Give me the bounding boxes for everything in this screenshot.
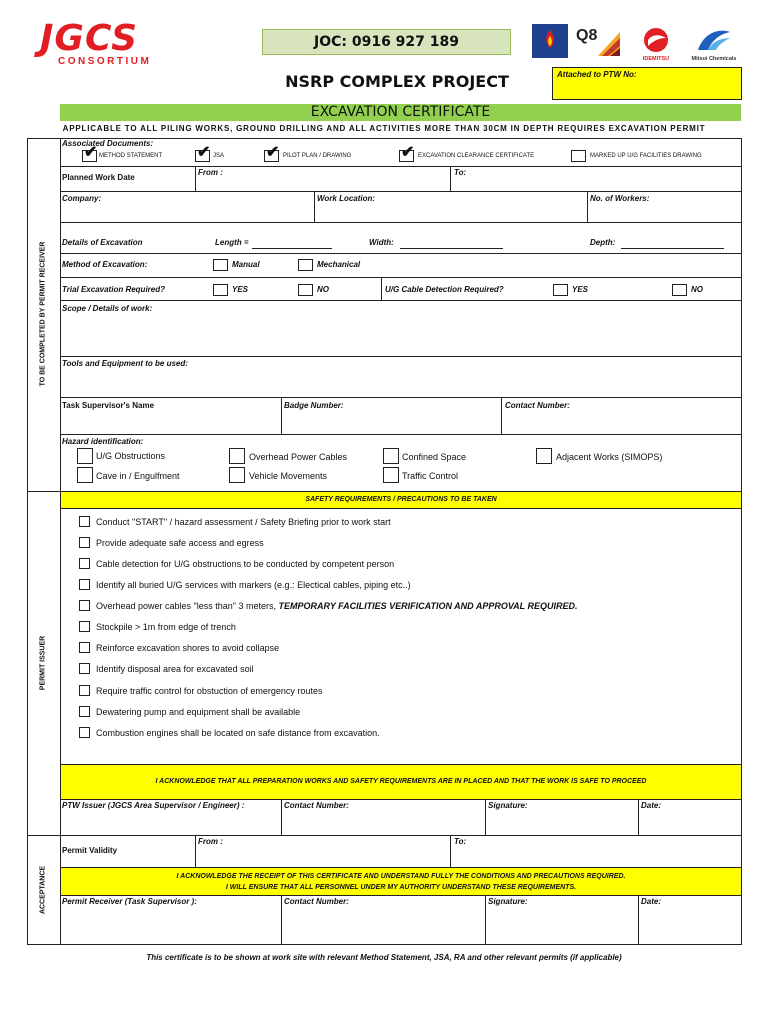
- planned-work-date-label: Planned Work Date: [62, 173, 135, 182]
- req-text-6: Stockpile > 1m from edge of trench: [96, 622, 236, 632]
- hazard-overhead-power-checkbox[interactable]: [229, 448, 245, 464]
- validity-to-field[interactable]: To:: [454, 837, 467, 846]
- length-label: Length =: [215, 238, 249, 247]
- row-line: [60, 253, 742, 254]
- col-line: [195, 835, 196, 867]
- side-label-issuer: PERMIT ISSUER: [39, 635, 47, 691]
- receiver-signature-field[interactable]: Signature:: [488, 897, 528, 906]
- method-mechanical-label: Mechanical: [317, 260, 361, 269]
- mitsui-text: Mitsui Chemicals: [691, 56, 737, 62]
- scope-field[interactable]: Scope / Details of work:: [62, 304, 153, 313]
- method-mechanical-checkbox[interactable]: [298, 259, 313, 271]
- row-line: [60, 277, 742, 278]
- logo-main-text: JGCS: [40, 18, 139, 59]
- jgcs-consortium-logo: [40, 18, 180, 68]
- applicable-note: APPLICABLE TO ALL PILING WORKS, GROUND DRILLING AND ALL ACTIVITIES MORE THAN 30CM IN DEPTH REQUIRES EXCAVATION PERMIT: [62, 124, 706, 133]
- trial-yes-label: YES: [232, 285, 249, 294]
- depth-label: Depth:: [590, 238, 616, 247]
- hazard-ug-obstructions-label: U/G Obstructions: [96, 451, 166, 461]
- certificate-title: EXCAVATION CERTIFICATE: [60, 104, 741, 121]
- checkmark-icon: ✔: [84, 144, 98, 161]
- receiver-ack-line-2: I WILL ENSURE THAT ALL PERSONNEL UNDER MY AUTHORITY UNDERSTAND THESE REQUIREMENTS.: [225, 884, 577, 891]
- req-text-11: Combustion engines shall be located on safe distance from excavation.: [96, 728, 380, 738]
- req-checkbox-10[interactable]: [79, 706, 90, 717]
- depth-input-line[interactable]: [621, 248, 724, 249]
- checkmark-icon: ✔: [266, 144, 280, 161]
- trial-no-label: NO: [317, 285, 329, 294]
- checkmark-icon: ✔: [401, 144, 415, 161]
- ug-yes-label: YES: [572, 285, 589, 294]
- row-line: [60, 222, 742, 223]
- row-line: [60, 835, 742, 836]
- logo-sub-text: CONSORTIUM: [58, 56, 152, 67]
- req-text-10: Dewatering pump and equipment shall be available: [96, 707, 301, 717]
- hazard-identification-label: Hazard identification:: [62, 437, 144, 446]
- supervisor-name-field[interactable]: Task Supervisor's Name: [62, 401, 155, 410]
- req-text-5: [96, 601, 578, 611]
- req-text-5-emphasis: TEMPORARY FACILITIES VERIFICATION AND APPROVAL REQUIRED.: [278, 601, 578, 611]
- row-line: [60, 166, 742, 167]
- doc-label-marked-up-drawing: MARKED UP U/G FACILITIES DRAWING: [590, 153, 702, 159]
- width-input-line[interactable]: [400, 248, 503, 249]
- req-text-8: Identify disposal area for excavated soil: [96, 664, 254, 674]
- ptw-issuer-label: PTW Issuer (JGCS Area Supervisor / Engineer) :: [62, 801, 245, 810]
- doc-label-pilot-plan: PILOT PLAN / DRAWING: [283, 153, 352, 159]
- doc-checkbox-jsa[interactable]: [195, 144, 211, 162]
- hazard-overhead-power-label: Overhead Power Cables: [249, 452, 348, 462]
- method-manual-label: Manual: [232, 260, 260, 269]
- contact-number-field[interactable]: Contact Number:: [505, 401, 570, 410]
- issuer-acknowledgement: I ACKNOWLEDGE THAT ALL PREPARATION WORKS AND SAFETY REQUIREMENTS ARE IN PLACED AND THAT THE WORK IS SAFE TO PROCEED: [60, 764, 742, 800]
- col-line: [485, 896, 486, 945]
- ug-no-label: NO: [691, 285, 703, 294]
- trial-excavation-label: Trial Excavation Required?: [62, 285, 165, 294]
- company-field[interactable]: Company:: [62, 194, 102, 203]
- req-text-3: Cable detection for U/G obstructions to be conducted by competent person: [96, 559, 395, 569]
- hazard-ug-obstructions-checkbox[interactable]: [77, 448, 93, 464]
- method-label: Method of Excavation:: [62, 260, 148, 269]
- receiver-acknowledgement: [60, 867, 742, 896]
- side-label-acceptance: ACCEPTANCE: [39, 865, 47, 915]
- trial-no-checkbox[interactable]: [298, 284, 313, 296]
- planned-from-field[interactable]: From :: [198, 168, 223, 177]
- doc-label-excavation-clearance: EXCAVATION CLEARANCE CERTIFICATE: [418, 153, 535, 159]
- req-checkbox-6[interactable]: [79, 621, 90, 632]
- col-line: [381, 277, 382, 300]
- col-line: [281, 397, 282, 434]
- receiver-contact-field[interactable]: Contact Number:: [284, 897, 349, 906]
- hazard-cave-in-label: Cave in / Engulfment: [96, 471, 180, 481]
- doc-checkbox-pilot-plan[interactable]: [264, 144, 280, 162]
- issuer-contact-field[interactable]: Contact Number:: [284, 801, 349, 810]
- doc-checkbox-excavation-clearance[interactable]: [399, 144, 415, 162]
- tools-field[interactable]: Tools and Equipment to be used:: [62, 359, 188, 368]
- ug-yes-checkbox[interactable]: [553, 284, 568, 296]
- req-text-1: Conduct "START" / hazard assessment / Safety Briefing prior to work start: [96, 517, 391, 527]
- hazard-confined-space-label: Confined Space: [402, 452, 467, 462]
- hazard-vehicle-movements-label: Vehicle Movements: [249, 471, 328, 481]
- req-checkbox-7[interactable]: [79, 642, 90, 653]
- length-input-line[interactable]: [252, 248, 332, 249]
- details-excavation-label: Details of Excavation: [62, 238, 143, 247]
- hazard-traffic-control-checkbox[interactable]: [383, 467, 399, 483]
- hazard-adjacent-works-label: Adjacent Works (SIMOPS): [556, 452, 663, 462]
- col-line: [195, 166, 196, 191]
- req-checkbox-2[interactable]: [79, 537, 90, 548]
- footer-note: This certificate is to be shown at work site with relevant Method Statement, JSA, RA and other relevant permits (if applicable): [146, 953, 622, 962]
- req-text-7: Reinforce excavation shores to avoid collapse: [96, 643, 280, 653]
- mitsui-wave-icon: [686, 24, 742, 60]
- req-text-2: Provide adequate safe access and egress: [96, 538, 264, 548]
- col-line: [281, 896, 282, 945]
- hazard-traffic-control-label: Traffic Control: [402, 471, 459, 481]
- receiver-ack-line-1: I ACKNOWLEDGE THE RECEIPT OF THIS CERTIFICATE AND UNDERSTAND FULLY THE CONDITIONS AND PRECAUTIONS REQUIRED.: [176, 873, 626, 880]
- doc-checkbox-marked-up-drawing[interactable]: [571, 150, 586, 162]
- req-checkbox-9[interactable]: [79, 685, 90, 696]
- side-divider-receiver: [27, 491, 61, 492]
- work-location-field[interactable]: Work Location:: [317, 194, 376, 203]
- width-label: Width:: [369, 238, 394, 247]
- req-checkbox-8[interactable]: [79, 663, 90, 674]
- doc-checkbox-method-statement[interactable]: [82, 144, 98, 162]
- badge-number-field[interactable]: Badge Number:: [284, 401, 344, 410]
- hazard-confined-space-checkbox[interactable]: [383, 448, 399, 464]
- permit-receiver-field[interactable]: Permit Receiver (Task Supervisor ):: [62, 897, 197, 906]
- req-checkbox-1[interactable]: [79, 516, 90, 527]
- req-checkbox-3[interactable]: [79, 558, 90, 569]
- col-line: [638, 800, 639, 835]
- side-divider-issuer: [27, 835, 61, 836]
- planned-to-field[interactable]: To:: [454, 168, 467, 177]
- col-line: [450, 835, 451, 867]
- issuer-signature-field[interactable]: Signature:: [488, 801, 528, 810]
- doc-label-jsa: JSA: [213, 153, 225, 159]
- req-text-9: Require traffic control for obstuction of emergency routes: [96, 686, 323, 696]
- col-line: [450, 166, 451, 191]
- ug-detection-label: U/G Cable Detection Required?: [385, 285, 504, 294]
- req-text-4: Identify all buried U/G services with markers (e.g.: Electical cables, piping etc..): [96, 580, 411, 590]
- joc-number-box: JOC: 0916 927 189: [262, 29, 511, 55]
- safety-requirements-header: SAFETY REQUIREMENTS / PRECAUTIONS TO BE TAKEN: [60, 491, 742, 509]
- ug-no-checkbox[interactable]: [672, 284, 687, 296]
- associated-documents-label: Associated Documents:: [62, 139, 154, 148]
- doc-label-method-statement: METHOD STATEMENT: [99, 153, 163, 159]
- col-line: [314, 191, 315, 222]
- checkmark-icon: ✔: [197, 144, 211, 161]
- permit-validity-label: Permit Validity: [62, 846, 118, 855]
- req-checkbox-5[interactable]: [79, 600, 90, 611]
- partner-logos: [528, 24, 748, 64]
- svg-text:Q8: Q8: [576, 27, 598, 44]
- idemitsu-text: IDEMITSU: [642, 56, 670, 62]
- side-divider: [60, 138, 61, 945]
- col-line: [638, 896, 639, 945]
- receiver-date-field[interactable]: Date:: [641, 897, 662, 906]
- hazard-vehicle-movements-checkbox[interactable]: [229, 467, 245, 483]
- project-title: NSRP COMPLEX PROJECT: [285, 72, 509, 91]
- ptw-issuer-field[interactable]: [62, 801, 244, 810]
- q8-sails-icon: [576, 24, 622, 60]
- col-line: [501, 397, 502, 434]
- attached-ptw-label: Attached to PTW No:: [557, 70, 637, 79]
- col-line: [281, 800, 282, 835]
- validity-from-field[interactable]: From :: [198, 837, 223, 846]
- hazard-cave-in-checkbox[interactable]: [77, 467, 93, 483]
- idemitsu-apollo-icon: [636, 24, 676, 60]
- row-line: [60, 397, 742, 398]
- issuer-date-field[interactable]: Date:: [641, 801, 662, 810]
- trial-yes-checkbox[interactable]: [213, 284, 228, 296]
- req-checkbox-4[interactable]: [79, 579, 90, 590]
- attached-ptw-field[interactable]: [552, 67, 742, 100]
- row-line: [60, 191, 742, 192]
- req-checkbox-11[interactable]: [79, 727, 90, 738]
- req-text-5-main: Overhead power cables "less than" 3 meters,: [96, 601, 279, 611]
- method-manual-checkbox[interactable]: [213, 259, 228, 271]
- col-line: [587, 191, 588, 222]
- side-label-receiver: TO BE COMPLETED BY PERMIT RECEIVER: [39, 241, 47, 387]
- no-of-workers-field[interactable]: No. of Workers:: [590, 194, 650, 203]
- row-line: [60, 434, 742, 435]
- col-line: [485, 800, 486, 835]
- row-line: [60, 300, 742, 301]
- petrovietnam-flame-icon: [528, 24, 572, 60]
- row-line: [60, 356, 742, 357]
- hazard-adjacent-works-checkbox[interactable]: [536, 448, 552, 464]
